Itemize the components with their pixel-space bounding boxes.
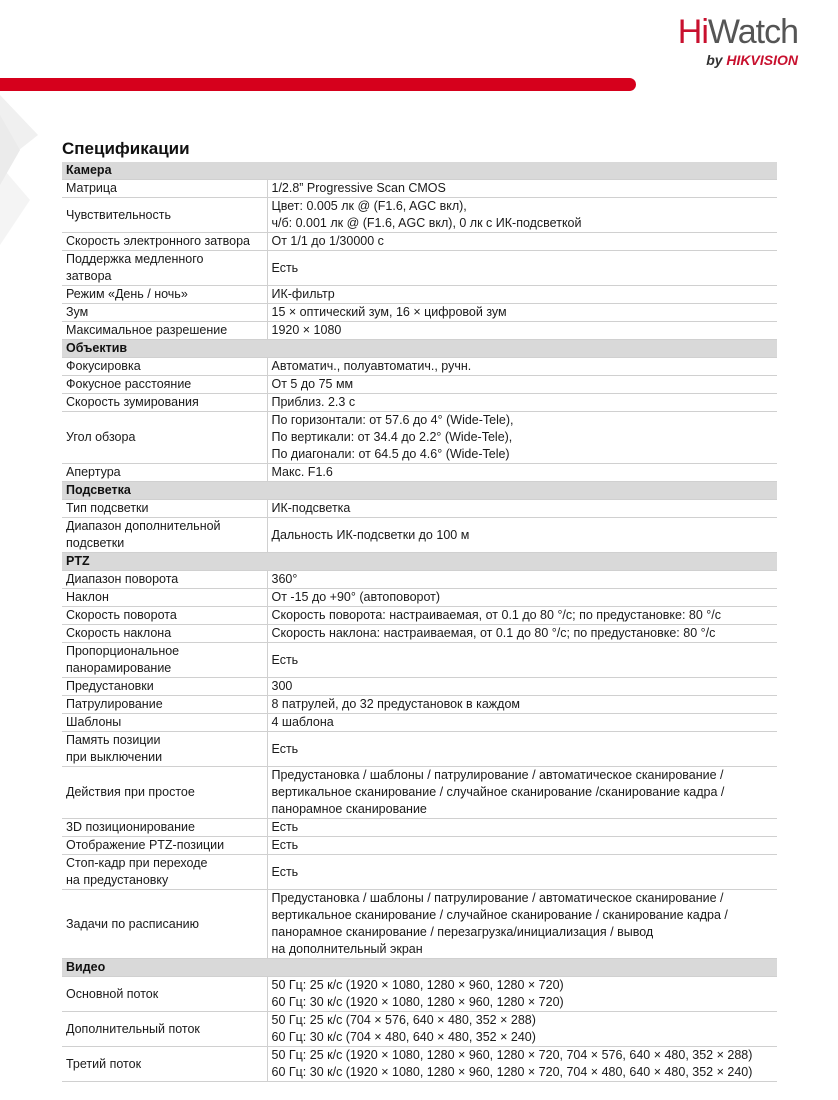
spec-row: [62, 977, 777, 1012]
header-red-bar: [0, 78, 636, 91]
logo-hikvision: HIKVISION: [726, 52, 798, 68]
spec-value: ИК-подсветка: [267, 500, 777, 518]
spec-row: [62, 322, 777, 340]
spec-key: Фокусировка: [62, 358, 267, 376]
logo-watch: Watch: [707, 13, 798, 51]
spec-value: От -15 до +90° (автоповорот): [267, 589, 777, 607]
spec-key: Отображение PTZ-позиции: [62, 837, 267, 855]
spec-table: [62, 162, 777, 1082]
page-title: Спецификации: [62, 139, 190, 158]
spec-key: Тип подсветки: [62, 500, 267, 518]
spec-key: Дополнительный поток: [62, 1012, 267, 1047]
spec-key: Диапазон поворота: [62, 571, 267, 589]
spec-value: Есть: [267, 732, 777, 767]
logo-by: by: [706, 52, 727, 68]
spec-value: 4 шаблона: [267, 714, 777, 732]
section-header-row: [62, 162, 777, 180]
spec-key: Действия при простое: [62, 767, 267, 819]
spec-row: [62, 464, 777, 482]
spec-value: Дальность ИК-подсветки до 100 м: [267, 518, 777, 553]
spec-key: Угол обзора: [62, 412, 267, 464]
spec-row: [62, 376, 777, 394]
spec-row: [62, 1047, 777, 1082]
spec-key: Наклон: [62, 589, 267, 607]
spec-row: [62, 500, 777, 518]
spec-value: Скорость поворота: настраиваемая, от 0.1 до 80 °/с; по предустановке: 80 °/с: [267, 607, 777, 625]
spec-value: Есть: [267, 643, 777, 678]
spec-key: Апертура: [62, 464, 267, 482]
spec-key: Основной поток: [62, 977, 267, 1012]
spec-key: Стоп-кадр при переходе на предустановку: [62, 855, 267, 890]
spec-value: Предустановка / шаблоны / патрулирование / автоматическое сканирование / вертикальное сканирование / случайное сканирование /сканирование кадра / панорамное сканирование: [267, 767, 777, 819]
spec-row: [62, 607, 777, 625]
section-header-row: [62, 553, 777, 571]
spec-row: [62, 696, 777, 714]
spec-row: [62, 855, 777, 890]
spec-table-container: [62, 162, 777, 1082]
spec-key: Память позиции при выключении: [62, 732, 267, 767]
spec-key: Задачи по расписанию: [62, 890, 267, 959]
spec-row: [62, 837, 777, 855]
spec-value: 300: [267, 678, 777, 696]
spec-value: Есть: [267, 837, 777, 855]
spec-key: Зум: [62, 304, 267, 322]
spec-value: 8 патрулей, до 32 предустановок в каждом: [267, 696, 777, 714]
spec-key: Скорость наклона: [62, 625, 267, 643]
spec-value: От 5 до 75 мм: [267, 376, 777, 394]
spec-row: [62, 589, 777, 607]
spec-key: Пропорциональное панорамирование: [62, 643, 267, 678]
spec-key: Предустановки: [62, 678, 267, 696]
spec-row: [62, 518, 777, 553]
spec-row: [62, 678, 777, 696]
spec-row: [62, 890, 777, 959]
logo-wordmark: [678, 14, 798, 50]
spec-value: Автоматич., полуавтоматич., ручн.: [267, 358, 777, 376]
spec-row: [62, 304, 777, 322]
spec-key: Максимальное разрешение: [62, 322, 267, 340]
spec-value: ИК-фильтр: [267, 286, 777, 304]
spec-value: От 1/1 до 1/30000 с: [267, 233, 777, 251]
decorative-pattern: [0, 95, 42, 245]
spec-row: [62, 819, 777, 837]
spec-row: [62, 643, 777, 678]
spec-value: 50 Гц: 25 к/с (704 × 576, 640 × 480, 352 × 288) 60 Гц: 30 к/с (704 × 480, 640 × 480, 352 × 240): [267, 1012, 777, 1047]
section-header: Подсветка: [62, 482, 777, 500]
spec-value: Есть: [267, 819, 777, 837]
spec-row: [62, 732, 777, 767]
spec-value: Скорость наклона: настраиваемая, от 0.1 до 80 °/с; по предустановке: 80 °/с: [267, 625, 777, 643]
spec-key: Диапазон дополнительной подсветки: [62, 518, 267, 553]
spec-key: Фокусное расстояние: [62, 376, 267, 394]
spec-row: [62, 180, 777, 198]
spec-value: По горизонтали: от 57.6 до 4° (Wide-Tele), По вертикали: от 34.4 до 2.2° (Wide-Tele), По диагонали: от 64.5 до 4.6° (Wide-Tele): [267, 412, 777, 464]
spec-key: Поддержка медленного затвора: [62, 251, 267, 286]
spec-value: 15 × оптический зум, 16 × цифровой зум: [267, 304, 777, 322]
spec-value: Приблиз. 2.3 с: [267, 394, 777, 412]
spec-value: Есть: [267, 251, 777, 286]
section-header: Объектив: [62, 340, 777, 358]
spec-row: [62, 358, 777, 376]
spec-value: 1920 × 1080: [267, 322, 777, 340]
section-header: PTZ: [62, 553, 777, 571]
spec-row: [62, 286, 777, 304]
spec-key: Чувствительность: [62, 198, 267, 233]
spec-key: Режим «День / ночь»: [62, 286, 267, 304]
section-header: Видео: [62, 959, 777, 977]
spec-row: [62, 394, 777, 412]
spec-value: Цвет: 0.005 лк @ (F1.6, AGC вкл), ч/б: 0.001 лк @ (F1.6, AGC вкл), 0 лк с ИК-подсветкой: [267, 198, 777, 233]
section-header: Камера: [62, 162, 777, 180]
spec-key: Скорость поворота: [62, 607, 267, 625]
spec-key: Матрица: [62, 180, 267, 198]
spec-row: [62, 625, 777, 643]
section-header-row: [62, 340, 777, 358]
brand-logo: [678, 14, 798, 68]
spec-row: [62, 1012, 777, 1047]
spec-value: 50 Гц: 25 к/с (1920 × 1080, 1280 × 960, 1280 × 720, 704 × 576, 640 × 480, 352 × 288) 60 Гц: 30 к/с (1920 × 1080, 1280 × 960, 1280 × 720, 704 × 480, 640 × 480, 352 × 240): [267, 1047, 777, 1082]
logo-tagline: [678, 52, 798, 68]
spec-row: [62, 571, 777, 589]
spec-value: Есть: [267, 855, 777, 890]
spec-value: 1/2.8” Progressive Scan CMOS: [267, 180, 777, 198]
spec-key: 3D позиционирование: [62, 819, 267, 837]
spec-value: Макс. F1.6: [267, 464, 777, 482]
spec-key: Скорость зумирования: [62, 394, 267, 412]
logo-hi: Hi: [677, 13, 708, 51]
spec-value: Предустановка / шаблоны / патрулирование / автоматическое сканирование / вертикальное сканирование / случайное сканирование / сканирование кадра / панорамное сканирование / перезагрузка/инициализация / вывод на дополнительный экран: [267, 890, 777, 959]
spec-value: 50 Гц: 25 к/с (1920 × 1080, 1280 × 960, 1280 × 720) 60 Гц: 30 к/с (1920 × 1080, 1280 × 960, 1280 × 720): [267, 977, 777, 1012]
spec-row: [62, 412, 777, 464]
spec-key: Скорость электронного затвора: [62, 233, 267, 251]
spec-key: Шаблоны: [62, 714, 267, 732]
spec-row: [62, 251, 777, 286]
section-header-row: [62, 959, 777, 977]
spec-row: [62, 233, 777, 251]
spec-key: Патрулирование: [62, 696, 267, 714]
section-header-row: [62, 482, 777, 500]
spec-value: 360°: [267, 571, 777, 589]
spec-key: Третий поток: [62, 1047, 267, 1082]
spec-row: [62, 714, 777, 732]
spec-row: [62, 767, 777, 819]
spec-row: [62, 198, 777, 233]
